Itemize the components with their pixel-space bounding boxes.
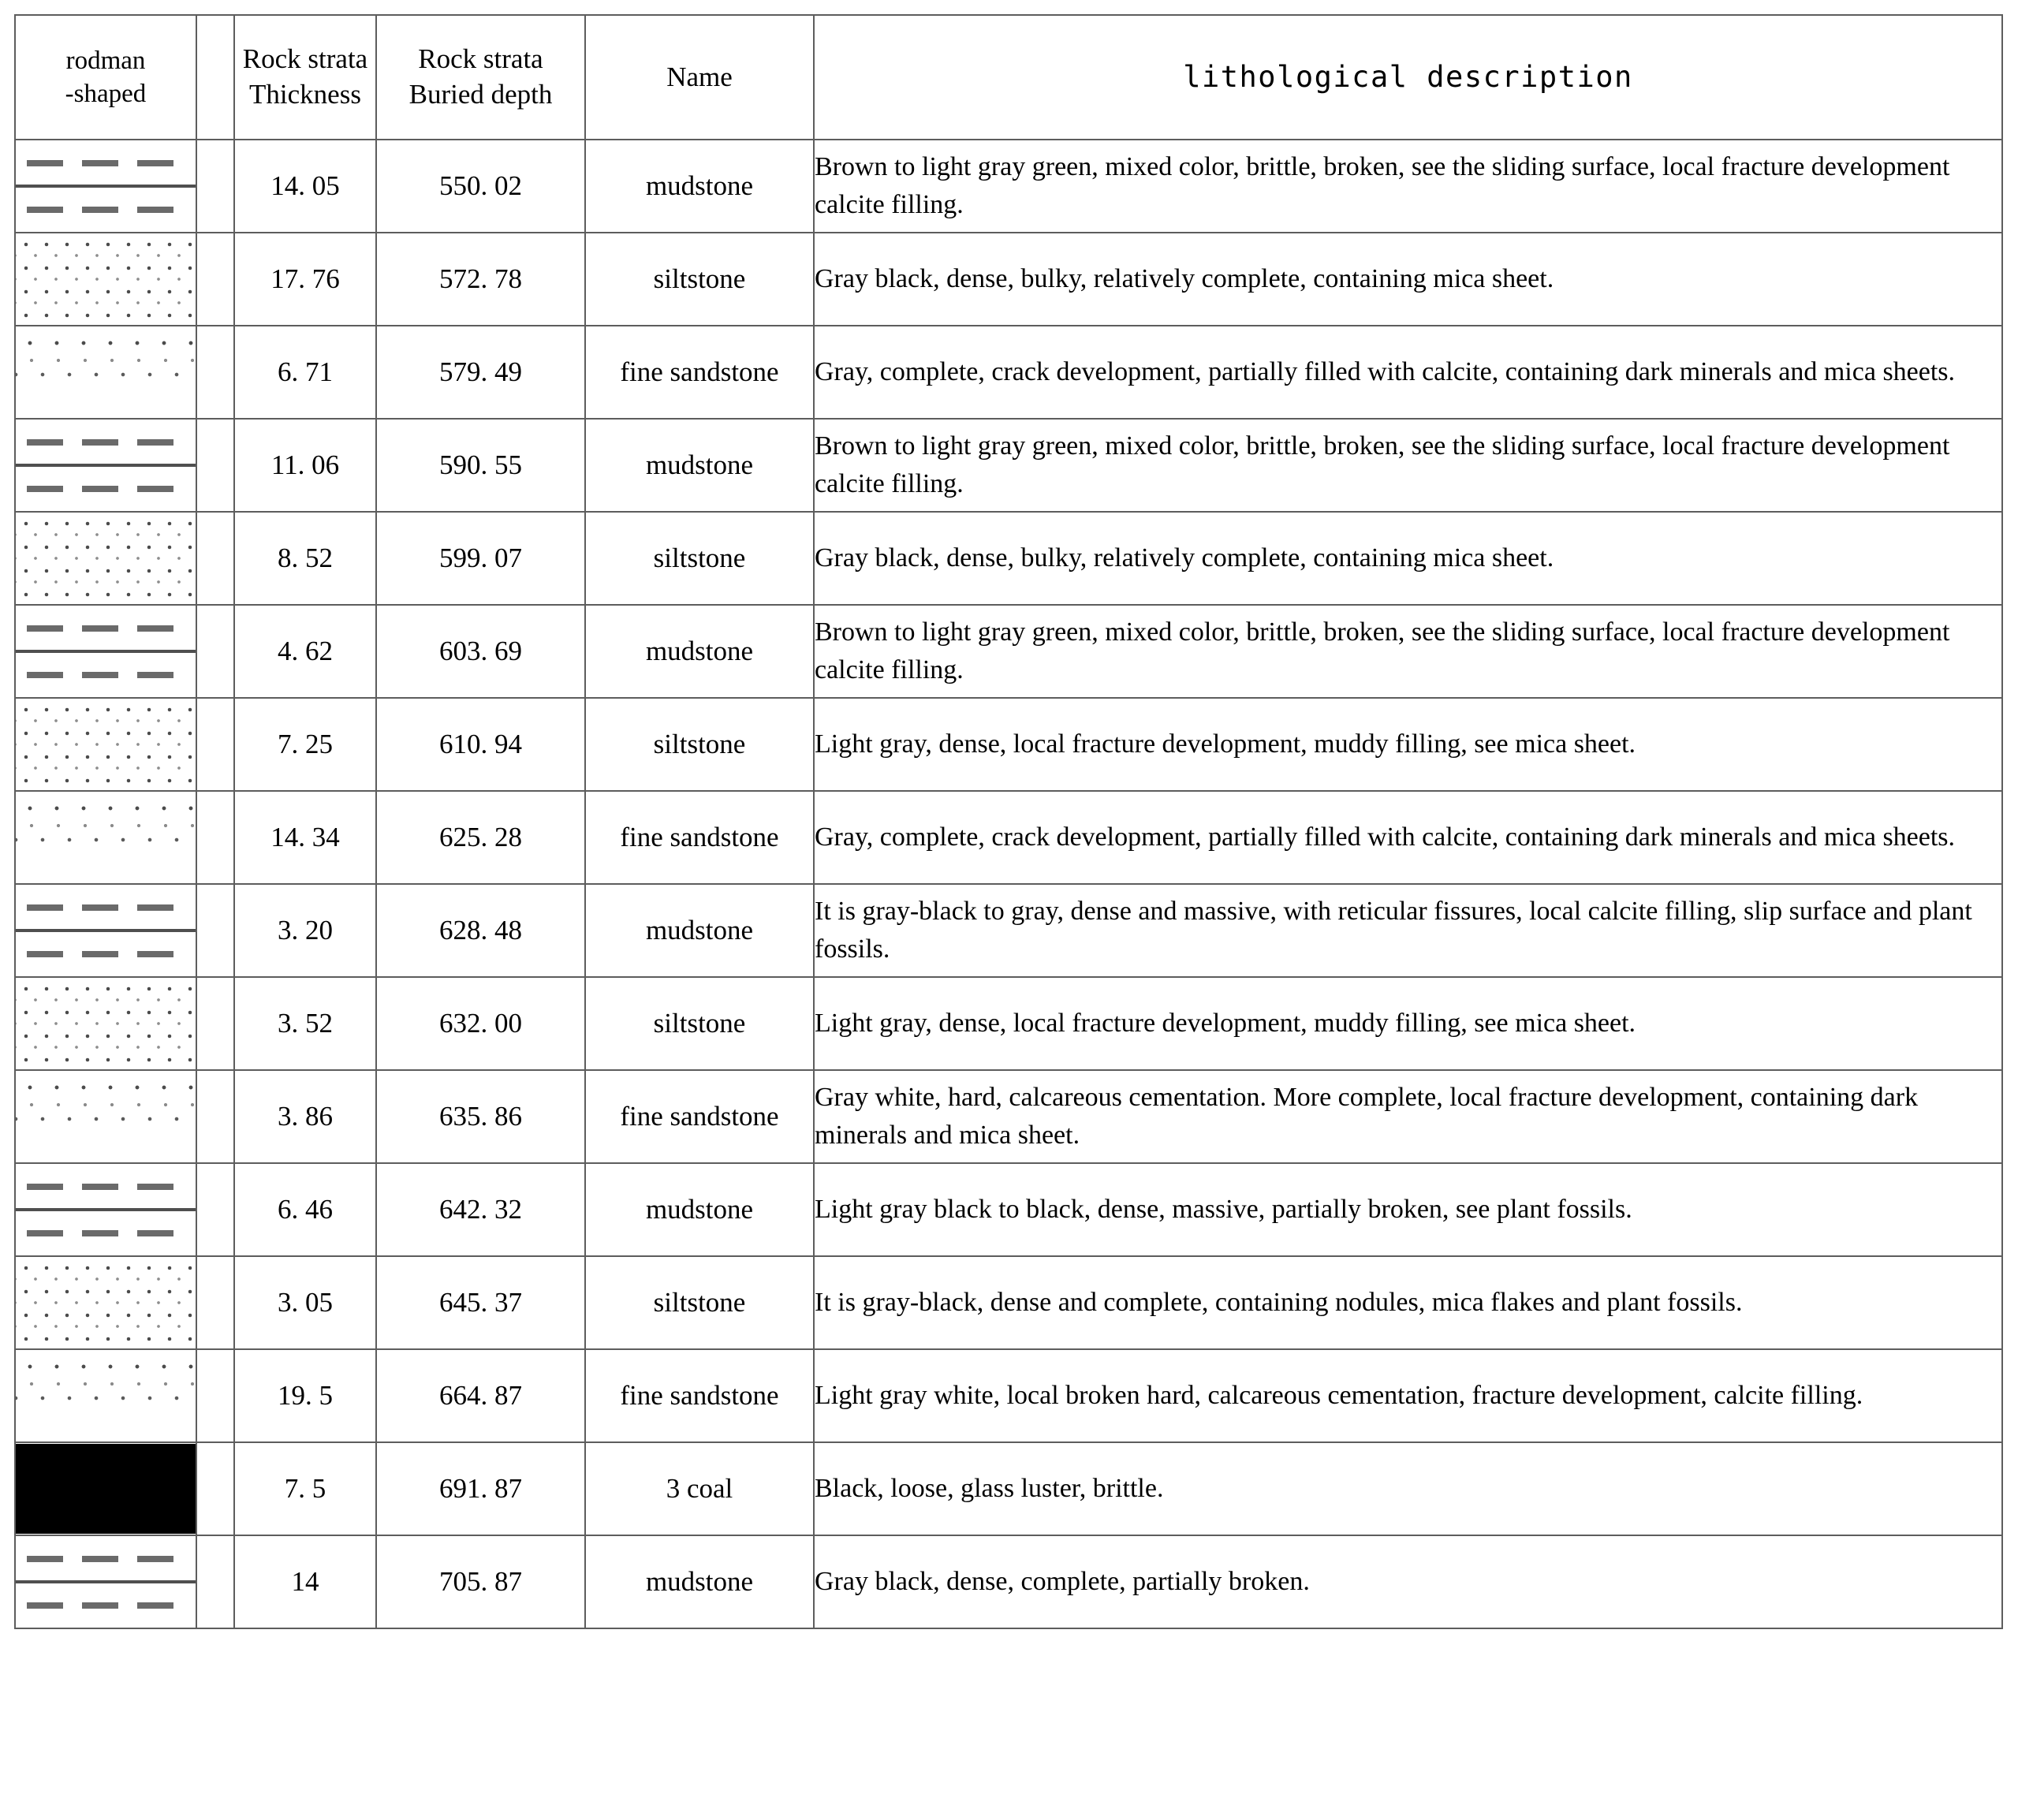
rock-name-cell: fine sandstone [585,326,814,419]
lithology-pattern-cell [15,326,196,419]
table-header [15,15,2002,140]
spacer-cell [196,1349,234,1442]
rock-strata-buried-depth-cell: 632. 00 [376,977,585,1070]
lithology-pattern-cell [15,1163,196,1256]
sandstone-pattern-icon [16,327,196,417]
spacer-cell [196,1070,234,1163]
mudstone-dash-band [16,1537,196,1580]
lithological-description-cell: Gray, complete, crack development, partially filled with calcite, containing dark minerals and mica sheets. [814,326,2002,419]
rock-strata-buried-depth-cell: 635. 86 [376,1070,585,1163]
mudstone-dash-band [16,1580,196,1627]
rock-name-cell: mudstone [585,884,814,977]
header-lithology-line2: -shaped [65,80,147,108]
mudstone-pattern-icon [16,420,196,510]
table-row [15,512,2002,605]
rock-strata-buried-depth-cell: 590. 55 [376,419,585,512]
table-row [15,1256,2002,1349]
mudstone-pattern-icon [16,886,196,975]
table-row [15,791,2002,884]
table-row [15,326,2002,419]
lithological-description-cell: Brown to light gray green, mixed color, brittle, broken, see the sliding surface, local fracture development calcite filling. [814,140,2002,233]
lithology-pattern-cell [15,1349,196,1442]
mudstone-dash-band [16,141,196,185]
table-row [15,977,2002,1070]
mudstone-pattern-icon [16,606,196,696]
lithological-description-cell: Gray, complete, crack development, partially filled with calcite, containing dark minerals and mica sheets. [814,791,2002,884]
column-header-spacer [196,15,234,140]
table-row [15,1070,2002,1163]
lithological-description-cell: Brown to light gray green, mixed color, brittle, broken, see the sliding surface, local fracture development calcite filling. [814,419,2002,512]
lithological-description-cell: Light gray white, local broken hard, calcareous cementation, fracture development, calcite filling. [814,1349,2002,1442]
spacer-cell [196,140,234,233]
lithology-pattern-cell [15,1070,196,1163]
table-row [15,140,2002,233]
rock-name-cell: fine sandstone [585,791,814,884]
lithological-description-cell: It is gray-black, dense and complete, containing nodules, mica flakes and plant fossils. [814,1256,2002,1349]
lithology-pattern-cell [15,512,196,605]
header-depth-line2: Buried depth [408,79,553,110]
rock-name-cell: 3 coal [585,1442,814,1535]
rock-strata-thickness-cell: 3. 20 [234,884,376,977]
header-lithology-line1: rodman [65,46,146,75]
spacer-cell [196,1256,234,1349]
spacer-cell [196,326,234,419]
spacer-cell [196,1535,234,1628]
rock-strata-thickness-cell: 14. 05 [234,140,376,233]
rock-strata-buried-depth-cell: 599. 07 [376,512,585,605]
sandstone-pattern-icon [16,1072,196,1162]
rock-strata-buried-depth-cell: 625. 28 [376,791,585,884]
rock-name-cell: fine sandstone [585,1070,814,1163]
rock-name-cell: fine sandstone [585,1349,814,1442]
mudstone-dash-band [16,1208,196,1255]
mudstone-dash-band [16,464,196,510]
lithology-pattern-cell [15,884,196,977]
column-header-lithological-description: lithological description [814,15,2002,140]
table-row [15,884,2002,977]
rock-strata-thickness-cell: 3. 52 [234,977,376,1070]
mudstone-dash-band [16,886,196,929]
lithology-pattern-cell [15,1535,196,1628]
lithology-pattern-cell [15,698,196,791]
lithology-pattern-cell [15,791,196,884]
rock-strata-thickness-cell: 19. 5 [234,1349,376,1442]
rock-name-cell: siltstone [585,977,814,1070]
rock-strata-thickness-cell: 6. 46 [234,1163,376,1256]
spacer-cell [196,884,234,977]
rock-strata-buried-depth-cell: 664. 87 [376,1349,585,1442]
table-row [15,233,2002,326]
rock-strata-thickness-cell: 17. 76 [234,233,376,326]
rock-name-cell: siltstone [585,1256,814,1349]
spacer-cell [196,233,234,326]
siltstone-pattern-icon [16,1258,196,1348]
lithological-description-cell: Gray white, hard, calcareous cementation. More complete, local fracture development, containing dark minerals and mica sheet. [814,1070,2002,1163]
rock-strata-thickness-cell: 11. 06 [234,419,376,512]
rock-name-cell: siltstone [585,233,814,326]
rock-strata-thickness-cell: 8. 52 [234,512,376,605]
column-header-lithology-pattern [15,15,196,140]
rock-strata-buried-depth-cell: 628. 48 [376,884,585,977]
rock-strata-buried-depth-cell: 642. 32 [376,1163,585,1256]
lithological-description-cell: Brown to light gray green, mixed color, brittle, broken, see the sliding surface, local fracture development calcite filling. [814,605,2002,698]
mudstone-dash-band [16,929,196,975]
lithology-pattern-cell [15,1256,196,1349]
rock-strata-thickness-cell: 14 [234,1535,376,1628]
lithology-pattern-cell [15,605,196,698]
spacer-cell [196,605,234,698]
table-row [15,605,2002,698]
spacer-cell [196,791,234,884]
rock-strata-buried-depth-cell: 691. 87 [376,1442,585,1535]
column-header-buried-depth [376,15,585,140]
lithological-description-cell: It is gray-black to gray, dense and massive, with reticular fissures, local calcite filling, slip surface and plant fossils. [814,884,2002,977]
lithological-description-cell: Light gray, dense, local fracture development, muddy filling, see mica sheet. [814,698,2002,791]
rock-name-cell: mudstone [585,1163,814,1256]
rock-strata-thickness-cell: 3. 05 [234,1256,376,1349]
stratigraphic-table [14,14,2003,1629]
column-header-name: Name [585,15,814,140]
rock-strata-buried-depth-cell: 603. 69 [376,605,585,698]
rock-name-cell: siltstone [585,512,814,605]
sandstone-pattern-icon [16,793,196,882]
lithology-pattern-cell [15,419,196,512]
spacer-cell [196,1442,234,1535]
mudstone-dash-band [16,606,196,650]
table-row [15,1163,2002,1256]
mudstone-dash-band [16,1165,196,1208]
mudstone-dash-band [16,420,196,464]
header-depth-line1: Rock strata [418,43,543,75]
lithology-pattern-cell [15,233,196,326]
header-thickness-line1: Rock strata [242,43,368,75]
table-row [15,1442,2002,1535]
spacer-cell [196,512,234,605]
lithological-description-cell: Black, loose, glass luster, brittle. [814,1442,2002,1535]
rock-strata-thickness-cell: 4. 62 [234,605,376,698]
table-row [15,1535,2002,1628]
rock-strata-buried-depth-cell: 610. 94 [376,698,585,791]
rock-strata-thickness-cell: 14. 34 [234,791,376,884]
rock-strata-thickness-cell: 3. 86 [234,1070,376,1163]
spacer-cell [196,977,234,1070]
siltstone-pattern-icon [16,699,196,789]
lithology-pattern-cell [15,977,196,1070]
rock-name-cell: mudstone [585,419,814,512]
mudstone-dash-band [16,185,196,231]
rock-strata-thickness-cell: 6. 71 [234,326,376,419]
rock-name-cell: mudstone [585,1535,814,1628]
lithology-pattern-cell [15,1442,196,1535]
rock-strata-buried-depth-cell: 645. 37 [376,1256,585,1349]
mudstone-pattern-icon [16,1537,196,1627]
spacer-cell [196,698,234,791]
mudstone-dash-band [16,650,196,696]
lithology-pattern-cell [15,140,196,233]
table-row [15,698,2002,791]
header-row [15,15,2002,140]
header-thickness-line2: Thickness [249,79,361,110]
rock-strata-buried-depth-cell: 572. 78 [376,233,585,326]
coal-pattern-icon [16,1444,196,1534]
sandstone-pattern-icon [16,1351,196,1441]
siltstone-pattern-icon [16,234,196,324]
lithological-description-cell: Light gray, dense, local fracture development, muddy filling, see mica sheet. [814,977,2002,1070]
lithological-description-cell: Gray black, dense, bulky, relatively complete, containing mica sheet. [814,233,2002,326]
rock-strata-thickness-cell: 7. 25 [234,698,376,791]
spacer-cell [196,419,234,512]
stratigraphic-column-document [0,14,2018,1820]
spacer-cell [196,1163,234,1256]
column-header-thickness [234,15,376,140]
rock-strata-buried-depth-cell: 705. 87 [376,1535,585,1628]
rock-strata-buried-depth-cell: 550. 02 [376,140,585,233]
table-row [15,1349,2002,1442]
lithological-description-cell: Gray black, dense, complete, partially broken. [814,1535,2002,1628]
rock-name-cell: mudstone [585,140,814,233]
rock-strata-buried-depth-cell: 579. 49 [376,326,585,419]
siltstone-pattern-icon [16,513,196,603]
mudstone-pattern-icon [16,1165,196,1255]
table-body [15,140,2002,1628]
rock-name-cell: siltstone [585,698,814,791]
lithological-description-cell: Gray black, dense, bulky, relatively complete, containing mica sheet. [814,512,2002,605]
table-row [15,419,2002,512]
siltstone-pattern-icon [16,979,196,1069]
mudstone-pattern-icon [16,141,196,231]
lithological-description-cell: Light gray black to black, dense, massive, partially broken, see plant fossils. [814,1163,2002,1256]
rock-name-cell: mudstone [585,605,814,698]
rock-strata-thickness-cell: 7. 5 [234,1442,376,1535]
